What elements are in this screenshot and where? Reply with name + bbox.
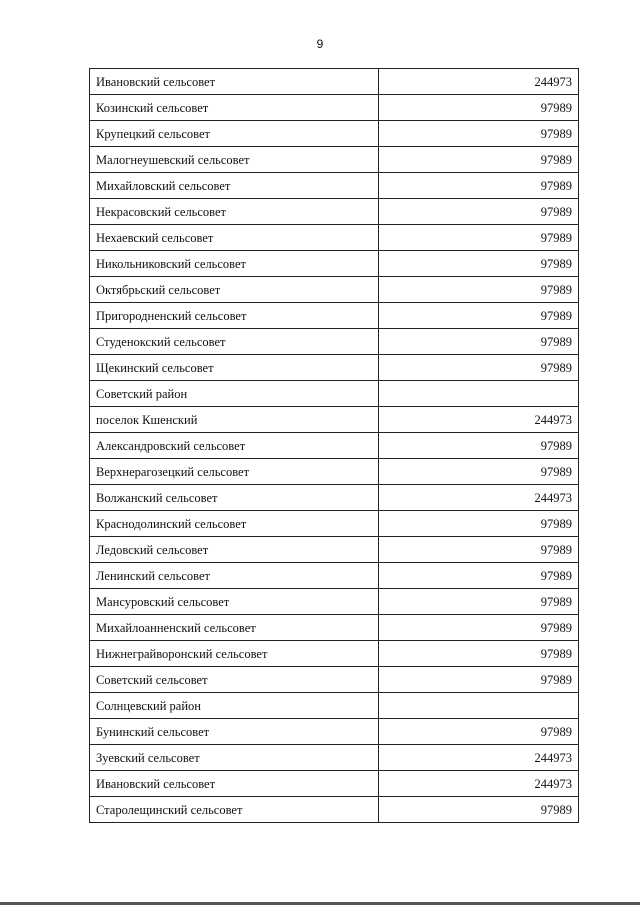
table-row bbox=[90, 121, 579, 147]
amount-cell: 97989 bbox=[379, 121, 579, 147]
municipality-name-cell: Студенокский сельсовет bbox=[90, 329, 379, 355]
table-row bbox=[90, 329, 579, 355]
municipality-name-cell: Ледовский сельсовет bbox=[90, 537, 379, 563]
amount-cell: 97989 bbox=[379, 511, 579, 537]
amount-cell: 97989 bbox=[379, 303, 579, 329]
table-row bbox=[90, 355, 579, 381]
table-row bbox=[90, 407, 579, 433]
amount-cell bbox=[379, 381, 579, 407]
table-row bbox=[90, 745, 579, 771]
municipality-name-cell: Крупецкий сельсовет bbox=[90, 121, 379, 147]
municipality-name-cell: Александровский сельсовет bbox=[90, 433, 379, 459]
table-row bbox=[90, 199, 579, 225]
amount-cell: 97989 bbox=[379, 563, 579, 589]
amount-cell: 97989 bbox=[379, 537, 579, 563]
table-row bbox=[90, 173, 579, 199]
table-row bbox=[90, 667, 579, 693]
table-row bbox=[90, 797, 579, 823]
amount-cell: 97989 bbox=[379, 433, 579, 459]
amount-cell: 97989 bbox=[379, 95, 579, 121]
amount-cell: 97989 bbox=[379, 329, 579, 355]
table-row bbox=[90, 511, 579, 537]
amount-cell: 97989 bbox=[379, 589, 579, 615]
amount-cell: 244973 bbox=[379, 407, 579, 433]
municipality-name-cell: Советский район bbox=[90, 381, 379, 407]
amount-cell: 244973 bbox=[379, 69, 579, 95]
municipality-name-cell: Никольниковский сельсовет bbox=[90, 251, 379, 277]
municipality-name-cell: Октябрьский сельсовет bbox=[90, 277, 379, 303]
municipality-name-cell: Михайлоанненский сельсовет bbox=[90, 615, 379, 641]
table-row bbox=[90, 433, 579, 459]
table-row bbox=[90, 459, 579, 485]
amount-cell: 97989 bbox=[379, 355, 579, 381]
amount-cell: 244973 bbox=[379, 771, 579, 797]
municipality-name-cell: Нехаевский сельсовет bbox=[90, 225, 379, 251]
amount-cell: 97989 bbox=[379, 615, 579, 641]
table-row bbox=[90, 251, 579, 277]
municipality-name-cell: Старолещинский сельсовет bbox=[90, 797, 379, 823]
table-row bbox=[90, 771, 579, 797]
municipality-name-cell: Нижнеграйворонский сельсовет bbox=[90, 641, 379, 667]
table-row bbox=[90, 485, 579, 511]
table-row bbox=[90, 537, 579, 563]
table-row bbox=[90, 147, 579, 173]
amount-cell: 97989 bbox=[379, 641, 579, 667]
table-row bbox=[90, 589, 579, 615]
amount-cell: 97989 bbox=[379, 251, 579, 277]
municipality-name-cell: Щекинский сельсовет bbox=[90, 355, 379, 381]
municipality-name-cell: Ленинский сельсовет bbox=[90, 563, 379, 589]
amount-cell: 97989 bbox=[379, 459, 579, 485]
table-row bbox=[90, 277, 579, 303]
amount-cell: 97989 bbox=[379, 277, 579, 303]
amount-cell: 97989 bbox=[379, 719, 579, 745]
municipality-name-cell: Верхнерагозецкий сельсовет bbox=[90, 459, 379, 485]
amount-cell: 244973 bbox=[379, 745, 579, 771]
amount-cell: 97989 bbox=[379, 147, 579, 173]
amount-cell: 97989 bbox=[379, 225, 579, 251]
municipality-name-cell: Советский сельсовет bbox=[90, 667, 379, 693]
table-row bbox=[90, 95, 579, 121]
table-row bbox=[90, 69, 579, 95]
amount-cell bbox=[379, 693, 579, 719]
municipality-name-cell: Козинский сельсовет bbox=[90, 95, 379, 121]
municipality-name-cell: Ивановский сельсовет bbox=[90, 69, 379, 95]
table-body bbox=[90, 69, 579, 823]
table-row bbox=[90, 563, 579, 589]
table-row bbox=[90, 381, 579, 407]
table-row bbox=[90, 225, 579, 251]
municipality-name-cell: Пригородненский сельсовет bbox=[90, 303, 379, 329]
municipality-name-cell: Солнцевский район bbox=[90, 693, 379, 719]
table-row bbox=[90, 641, 579, 667]
municipality-name-cell: Некрасовский сельсовет bbox=[90, 199, 379, 225]
table-row bbox=[90, 693, 579, 719]
amount-cell: 97989 bbox=[379, 173, 579, 199]
amount-cell: 97989 bbox=[379, 199, 579, 225]
municipality-name-cell: Зуевский сельсовет bbox=[90, 745, 379, 771]
amount-cell: 97989 bbox=[379, 797, 579, 823]
municipality-name-cell: Волжанский сельсовет bbox=[90, 485, 379, 511]
municipality-name-cell: Малогнеушевский сельсовет bbox=[90, 147, 379, 173]
municipality-name-cell: Краснодолинский сельсовет bbox=[90, 511, 379, 537]
municipality-name-cell: Ивановский сельсовет bbox=[90, 771, 379, 797]
table-row bbox=[90, 615, 579, 641]
municipality-name-cell: Михайловский сельсовет bbox=[90, 173, 379, 199]
municipality-name-cell: Мансуровский сельсовет bbox=[90, 589, 379, 615]
municipality-name-cell: Бунинский сельсовет bbox=[90, 719, 379, 745]
table-row bbox=[90, 719, 579, 745]
amount-cell: 97989 bbox=[379, 667, 579, 693]
table-row bbox=[90, 303, 579, 329]
allocation-table bbox=[89, 68, 579, 823]
page-number: 9 bbox=[316, 37, 324, 51]
amount-cell: 244973 bbox=[379, 485, 579, 511]
municipality-name-cell: поселок Кшенский bbox=[90, 407, 379, 433]
